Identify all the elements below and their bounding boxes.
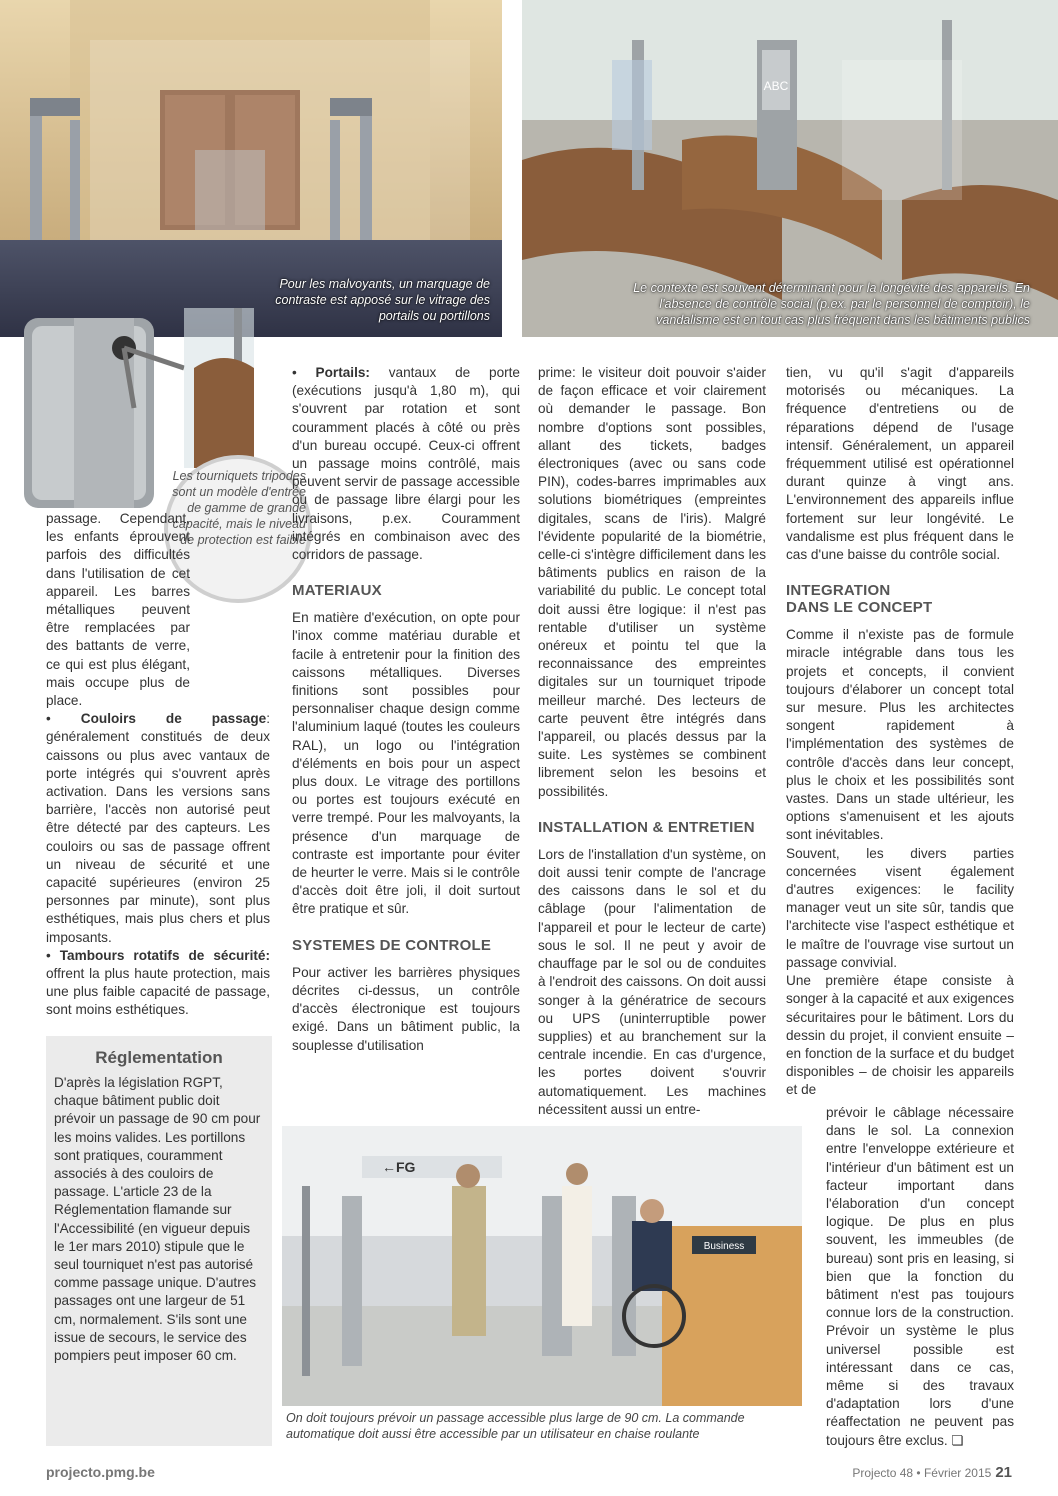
bullet-couloirs-text: : généralement constitués de deux caissons ou plus avec vantaux de porte intégrés qui s'ouvrent après activation. Dans les versions sans barrière, l'accès non autorisé peut être détecté par des capteurs. Les couloirs ou sas de passage offrent un niveau de sécurité et une capacité supérieures (environ 25 personnes par minute), sont plus esthétiques, mais plus chers et plus imposants.	[46, 711, 270, 945]
photo1-caption: Pour les malvoyants, un marquage de contraste est apposé sur le vitrage des portails ou portillons	[275, 277, 490, 323]
bullet-tambours-title: Tambours rotatifs de sécurité:	[59, 947, 270, 963]
heading-integration-1: INTEGRATION	[786, 582, 891, 600]
photo3-caption: On doit toujours prévoir un passage accessible plus large de 90 cm. La commande automatique doit aussi être accessible par un utilisateur en chaise roulante	[286, 1411, 745, 1441]
bullet-portails-title: Portails:	[315, 365, 370, 380]
reglementation-title: Réglementation	[95, 1048, 223, 1067]
footer-issue	[852, 1464, 1012, 1481]
business-sign: Business	[703, 1241, 745, 1252]
photo-accessible-passage	[282, 1126, 802, 1406]
column-4	[786, 364, 1014, 1100]
col4-paragraph-4: Une première étape consiste à songer à la capacité et aux exigences sécuritaires pour le bâtiment. Lors du dessin du projet, il convient ensuite – en fonction de la surface et du budget disponibles – de choisir les appareils et de	[786, 973, 1014, 1098]
abc-sign: ABC	[763, 79, 789, 93]
col4-paragraph-3: Souvent, les divers parties concernées visent également d'autres exigences: le facility manager veut un site sûr, tandis que l'architecte vise l'aspect esthétique et le maître de l'ouvrage vise surtout un passage convivial.	[786, 845, 1014, 970]
photo2-caption: Le contexte est souvent déterminant pour la longévité des appareils. En l'absence de contrôle social (p.ex. par le personnel de comptoir), le vandalisme est en tout cas plus fréquent dans les bâtiments publics	[633, 281, 1030, 327]
col4-paragraph-2: Comme il n'existe pas de formule miracle intégrable dans tous les projets et concepts, il convient toujours d'élaborer un concept total sur mesure. Plus les architectes songent rapidement à l'implémentation des systèmes de contrôle d'accès dans leur concept, plus le choix et les possibilités sont vastes. Dans un stade ultérieur, les options s'amenuisent et les ajouts sont inévitables.	[786, 627, 1014, 843]
col4-paragraph-1: tien, vu qu'il s'agit d'appareils motorisés ou mécaniques. La fréquence d'entretiens ou de réparations dépend de l'usage intensif. Généralement, un appareil fréquemment utilisé est opérationnel durant quinze à vingt ans. L'environnement des appareils influe fortement sur leur longévité. Le vandalisme est plus fréquent dans le cas d'une baisse du contrôle social.	[786, 365, 1014, 563]
column-1	[46, 510, 270, 1020]
footer-site: projecto.pmg.be	[46, 1464, 155, 1480]
bullet-tambours: • Tambours rotatifs de sécurité: offrent la plus haute protection, mais une plus faible capacité de passage, sont moins esthétiques.	[46, 947, 270, 1018]
reglementation-box	[46, 1036, 272, 1446]
footer-issue-text: Projecto 48 • Février 2015	[852, 1466, 992, 1480]
callout-text: Les tourniquets tripodes sont un modèle d'entrée de gamme de grande capacité, mais le niveau de protection est faible	[172, 469, 306, 547]
heading-materiaux: MATERIAUX	[292, 582, 382, 600]
fg-sign: FG	[396, 1159, 416, 1175]
page-number: 21	[995, 1464, 1012, 1481]
column-4-continued	[826, 1104, 1014, 1450]
bullet-tambours-text: offrent la plus haute protection, mais une plus faible capacité de passage, sont moins esthétiques.	[46, 966, 270, 1018]
col3-paragraph: prime: le visiteur doit pouvoir s'aider de façon efficace et voir clairement où demander le passage. Bon nombre d'options sont possibles, allant des tickets, badges électroniques (avec ou sans code PIN), codes-barres imprimables aux solutions biométriques (empreintes digitales, scans de l'iris). Malgré l'évidente popularité de la biométrie, celle-ci s'intègre difficilement dans les bâtiments publics en raison de la variabilité du public. Le concept total doit aussi être logique: il n'est pas rentable d'utiliser un système onéreux et pointu tel que la reconnaissance des empreintes digitales sur un tourniquet tripode meilleur marché. Des lecteurs de carte peuvent être intégrés dans l'appareil, ou placés dessus par la suite. Les systèmes se combinent librement selon les besoins et possibilités.	[538, 365, 766, 799]
bullet-portails: • Portails: vantaux de porte (exécutions jusqu'à 1,80 m), qui s'ouvrent par rotation et sont couramment placés à côté ou près d'un bureau occupé. Ceux-ci offrent un passage moins contrôlé, mais peuvent servir de passage accessible ou de passage libre élargi pour les livraisons, p.ex. Couramment intégrés en combinaison avec des corridors de passage.	[292, 365, 520, 563]
column-3	[538, 364, 766, 1119]
arrow-sign: ←	[382, 1159, 396, 1175]
reglementation-text: D'après la législation RGPT, chaque bâtiment public doit prévoir un passage de 90 cm pour les moins valides. Les portillons sont pratiques, couramment associés à des couloirs de passage. L'article 23 de la Réglementation flamande sur l'Accessibilité (en vigueur depuis le 1er mars 2010) stipule que le seul tourniquet n'est pas autorisé comme passage unique. D'autres passages ont une largeur de 51 cm, normalement. S'ils sont une issue de secours, le service des pompiers peut imposer 60 cm.	[54, 1075, 261, 1364]
col1-paragraph: passage. Cependant, les enfants éprouvent parfois des difficultés dans l'utilisation de cet appareil. Les barres métalliques peuvent être remplacées par des battants de verre, ce qui est plus élégant, mais occupe plus de place.	[46, 511, 190, 709]
materiaux-text: En matière d'exécution, on opte pour l'inox comme matériau durable et facile à entretenir pour la finition des caissons métalliques. Diverses finitions sont possibles pour personnaliser chaque design comme l'aluminium laqué (toutes les couleurs RAL), un logo ou l'intégration d'éléments en bois pour un aspect plus doux. Le vitrage des portillons ou portes est toujours exécuté en verre trempé. Pour les malvoyants, la présence d'un marquage de contraste est importante pour éviter de heurter le verre. Mais si le contrôle d'accès doit être joli, il doit surtout être pratique et sûr.	[292, 610, 520, 917]
bullet-portails-text: vantaux de porte (exécutions jusqu'à 1,80 m), qui s'ouvrent par rotation et sont couramment placés à côté ou près d'un bureau occupé. Ceux-ci offrent un passage moins contrôlé, mais peuvent servir de passage accessible ou de passage libre élargi pour les livraisons, p.ex. Couramment intégrés en combinaison avec des corridors de passage.	[292, 365, 520, 563]
col4-paragraph-5: prévoir le câblage nécessaire dans le sol. La connexion entre l'enveloppe extérieure et l'intérieur d'un bâtiment est un facteur important dans l'élaboration d'un concept logique. De plus en plus souvent, les immeubles (de bureau) sont pris en leasing, si bien que la fonction du bâtiment n'est pas toujours connue lors de la construction. Prévoir un système le plus universel possible est intéressant dans ce cas, même si des travaux d'adaptation lors d'une réaffectation ne peuvent pas toujours être exclus. ❏	[826, 1105, 1014, 1448]
systemes-text: Pour activer les barrières physiques décrites ci-dessus, un contrôle d'accès électronique est toujours exigé. Dans un bâtiment public, la souplesse d'utilisation	[292, 964, 520, 1053]
svg-text:←FG	[382, 1159, 416, 1175]
heading-integration-2: DANS LE CONCEPT	[786, 599, 933, 617]
heading-systemes: SYSTEMES DE CONTROLE	[292, 936, 492, 954]
heading-installation: INSTALLATION & ENTRETIEN	[538, 818, 755, 836]
bullet-couloirs: • Couloirs de passage: généralement constitués de deux caissons ou plus avec vantaux de porte intégrés qui s'ouvrent après activation. Dans les versions sans barrière, l'accès non autorisé peut être détecté par des capteurs. Les couloirs ou sas de passage offrent un niveau de sécurité et une capacité supérieures (environ 25 personnes par minute), sont plus esthétiques, mais plus chers et plus imposants.	[46, 711, 270, 945]
bullet-couloirs-title: Couloirs de passage	[80, 711, 267, 727]
column-2	[292, 364, 520, 1055]
installation-text: Lors de l'installation d'un système, on doit aussi tenir compte de l'ancrage des caissons dans le sol et du câblage (pour l'alimentation de l'appareil et pour le lecteur de carte) sous le sol. Il ne peut y avoir de chauffage par le sol ou de conduites à l'endroit des caissons. On doit aussi songer à la génératrice de secours ou UPS (uninterruptible power supplies) et au branchement sur la centrale incendie. En cas d'urgence, les portes doivent s'ouvrir automatiquement. Les machines nécessitent aussi un entre-	[538, 846, 766, 1117]
